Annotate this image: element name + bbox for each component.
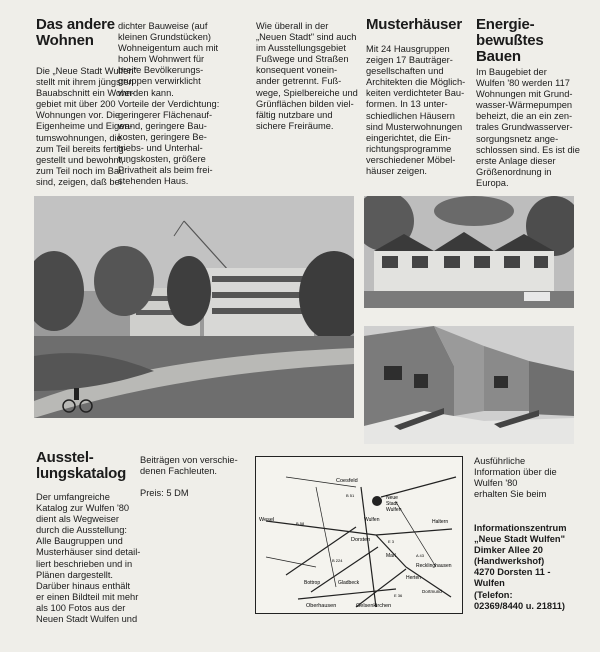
map-wesel: Wesel [259,517,275,523]
map-dorsten: Dorsten [351,537,371,543]
map-haltern: Haltern [432,519,449,525]
map-road-e3: E 3 [388,539,395,544]
map-gladbeck: Gladbeck [338,580,360,586]
map-location [255,456,463,614]
heading-musterhaeuser: Musterhäuser [366,16,462,33]
map-road-b58: B 58 [296,521,305,526]
text-info-intro: Ausführliche Information über die Wulfen '80 erhalten Sie beim [474,456,557,500]
map-dortmund: Dortmund [422,589,442,594]
photo-settlement [34,196,354,418]
text-col3: Wie überall in der „Neuen Stadt" sind auch im Ausstellungsgebiet Fußwege und Straßen konsequent vonein- ander getrennt. Fuß- wege, Spielbereiche und Grünflächen bilden viel- fältig nutzbare und sichere Freiräume. [256,21,358,131]
map-coesfeld: Coesfeld [336,478,358,484]
map-oberhausen: Oberhausen [306,603,337,609]
map-road-b224: B 224 [332,558,343,563]
map-road-e36: E 36 [394,593,403,598]
photo-musterhaeuser-modern [364,326,574,444]
map-logo-wulfen: Wulfen [386,507,402,513]
text-katalog: Der umfangreiche Katalog zur Wulfen '80 dient als Wegweiser durch die Ausstellung: Alle Baugruppen und Musterhäuser sind detail- liert beschrieben und in Plänen dargestellt. Darüber hinaus enthält er einen Bildteil mit mehr als 100 Fotos aus der Neuen Stadt Wulfen und [36,492,141,625]
map-wulfen: Wulfen [364,517,380,523]
map-logo-stadt: Stadt [386,501,398,507]
katalog-price: Preis: 5 DM [140,488,189,498]
heading-ausstellungskatalog: Ausstel- lungskatalog [36,449,127,482]
text-col5: Im Baugebiet der Wulfen '80 werden 117 Wohnungen mit Grund- wasser-Wärmepumpen beheizt, die an ein zen- trales Grundwasserver- sorgungsnetz ange- schlossen sind. Es ist die erste Anlage dieser Größenordnung in Europa. [476,67,580,188]
map-gelsenkirchen: Gelsenkirchen [356,603,392,609]
map-marl: Marl [386,553,396,559]
map-road-b51: B 51 [346,493,355,498]
heading-das-andere-wohnen: Das andere Wohnen [36,16,115,49]
text-col2: dichter Bauweise (auf kleinen Grundstücken) Wohneigentum auch mit hohem Wohnwert für breite Bevölkerungs- gruppen verwirklicht werden kann. Vorteile der Verdichtung: geringerer Flächenauf- wand, geringere Bau- kosten, geringere Be- triebs- und Unterhal- tungskosten, größere Privatheit als beim frei- stehenden Haus. [118,21,220,187]
map-bottrop: Bottrop [304,580,321,586]
map-herten: Herten [406,575,422,581]
text-col4: Mit 24 Hausgruppen zeigen 17 Bauträger- gesellschaften und Architekten die Möglich- keiten verdichteter Bau- formen. In 13 unter- schiedlichen Häusern sind Musterwohnungen eingerichtet, die Ein- richtungsprogramme verschiedener Möbel- häuser zeigen. [366,44,466,177]
map-logo-neue: Neue [386,495,398,501]
text-info-address: Informationszentrum „Neue Stadt Wulfen" Dimker Allee 20 (Handwerkshof) 4270 Dorsten 11 - Wulfen (Telefon: 02369/8440 u. 21811) [474,523,567,611]
heading-energiebewusstes-bauen: Energie- bewußtes Bauen [476,16,544,65]
map-recklinghausen: Recklinghausen [416,563,452,569]
text-col1: Die „Neue Stadt Wulfen" stellt mit ihrem jüngsten Bauabschnitt ein Wohn- gebiet mit über 200 Wohnungen vor. Die Eigenheime und Eigen- tumswohnungen, die zum Teil bereits fertig- gestellt und bewohnt, . zum Teil noch im Bau sind, zeigen, daß bei [36,66,137,187]
text-katalog-continued: Beiträgen von verschie- denen Fachleuten. [140,455,238,477]
map-road-a43: A 43 [416,553,425,558]
photo-musterhaeuser-fachwerk [364,196,574,308]
